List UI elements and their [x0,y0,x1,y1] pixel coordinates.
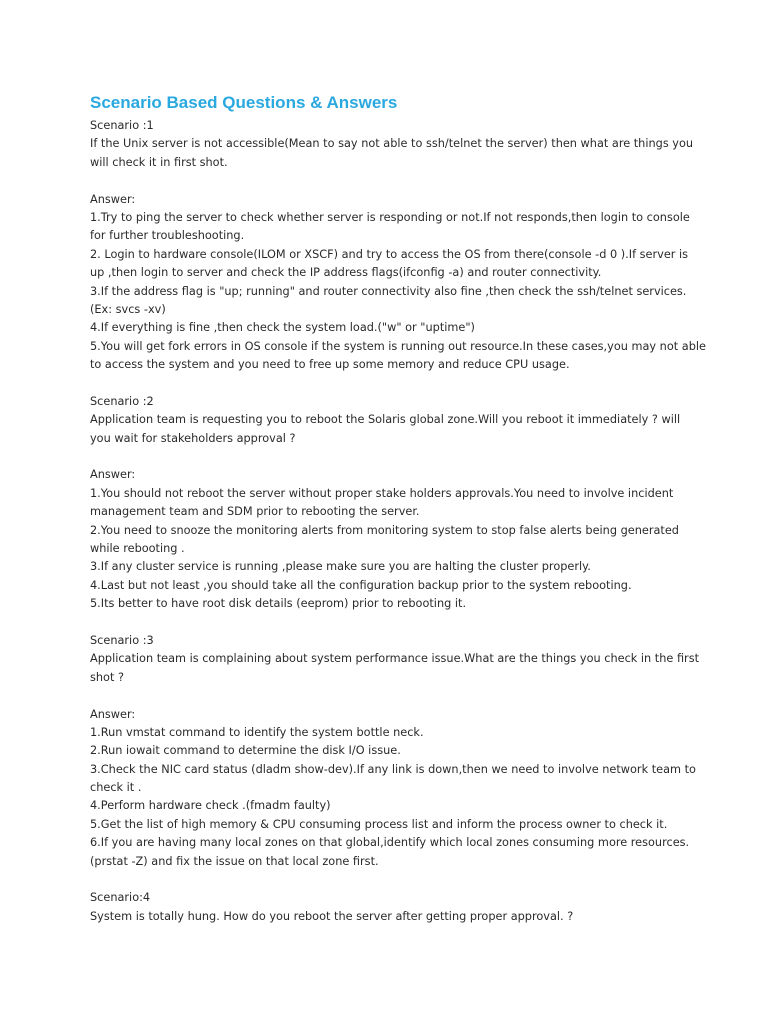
text-line: will check it in first shot. [90,155,228,169]
text-line: 5.Its better to have root disk details (eeprom) prior to rebooting it. [90,597,467,611]
text-line: 3.If any cluster service is running ,please make sure you are halting the cluster properly. [90,560,591,574]
text-line: (Ex: svcs -xv) [90,302,166,316]
text-line: System is totally hung. How do you reboot the server after getting proper approval. ? [90,909,574,923]
text-line: 6.If you are having many local zones on that global,identify which local zones consuming more resources. [90,836,690,850]
text-line: 4.Last but not least ,you should take all the configuration backup prior to the system rebooting. [90,578,632,592]
text-line: Answer: [90,192,136,206]
text-line: Scenario :3 [90,633,154,647]
blank-line [90,614,690,632]
text-line: 2. Login to hardware console(ILOM or XSCF) and try to access the OS from there(console -d 0 ).If server is [90,247,689,261]
text-line: Answer: [90,468,136,482]
text-line: shot ? [90,670,124,684]
text-line: to access the system and you need to free up some memory and reduce CPU usage. [90,358,570,372]
blank-line [90,871,690,889]
text-line: 5.You will get fork errors in OS console if the system is running out resource.In these cases,you may not able [90,339,706,353]
document-body [90,117,706,926]
text-line: Scenario :1 [90,119,154,132]
text-line: 2.Run iowait command to determine the disk I/O issue. [90,744,401,758]
text-line: 4.If everything is fine ,then check the system load.("w" or "uptime") [90,321,475,335]
blank-line [90,374,690,392]
text-line: you wait for stakeholders approval ? [90,431,296,445]
text-line: If the Unix server is not accessible(Mean to say not able to ssh/telnet the server) then what are things you [90,137,694,151]
text-line: 3.If the address flag is "up; running" and router connectivity also fine ,then check the ssh/telnet services. [90,284,687,298]
text-line: management team and SDM prior to rebooting the server. [90,505,420,519]
text-line: Scenario :2 [90,394,154,408]
text-line: while rebooting . [90,541,185,555]
text-line: 5.Get the list of high memory & CPU consuming process list and inform the process owner to check it. [90,817,668,831]
text-line: Application team is requesting you to reboot the Solaris global zone.Will you reboot it immediately ? will [90,413,681,427]
blank-line [90,448,690,466]
blank-line [90,172,690,190]
text-line: 3.Check the NIC card status (dladm show-dev).If any link is down,then we need to involve network team to [90,762,696,776]
text-line: Application team is complaining about system performance issue.What are the things you check in the first [90,652,700,666]
text-line: (prstat -Z) and fix the issue on that local zone first. [90,854,379,868]
text-line: Answer: [90,707,136,721]
document-title: Scenario Based Questions & Answers [90,93,398,112]
document-page [90,91,706,926]
text-line: 1.You should not reboot the server without proper stake holders approvals.You need to involve incident [90,486,674,500]
text-line: up ,then login to server and check the IP address flags(ifconfig -a) and router connectivity. [90,266,602,280]
text-line: 2.You need to snooze the monitoring alerts from monitoring system to stop false alerts being generated [90,523,679,537]
text-line: for further troubleshooting. [90,229,245,243]
text-line: 4.Perform hardware check .(fmadm faulty) [90,799,331,813]
text-line: check it . [90,781,142,795]
text-line: 1.Run vmstat command to identify the system bottle neck. [90,725,424,739]
blank-line [90,687,690,705]
text-line: 1.Try to ping the server to check whether server is responding or not.If not responds,then login to console [90,210,690,224]
text-line: Scenario:4 [90,891,151,905]
